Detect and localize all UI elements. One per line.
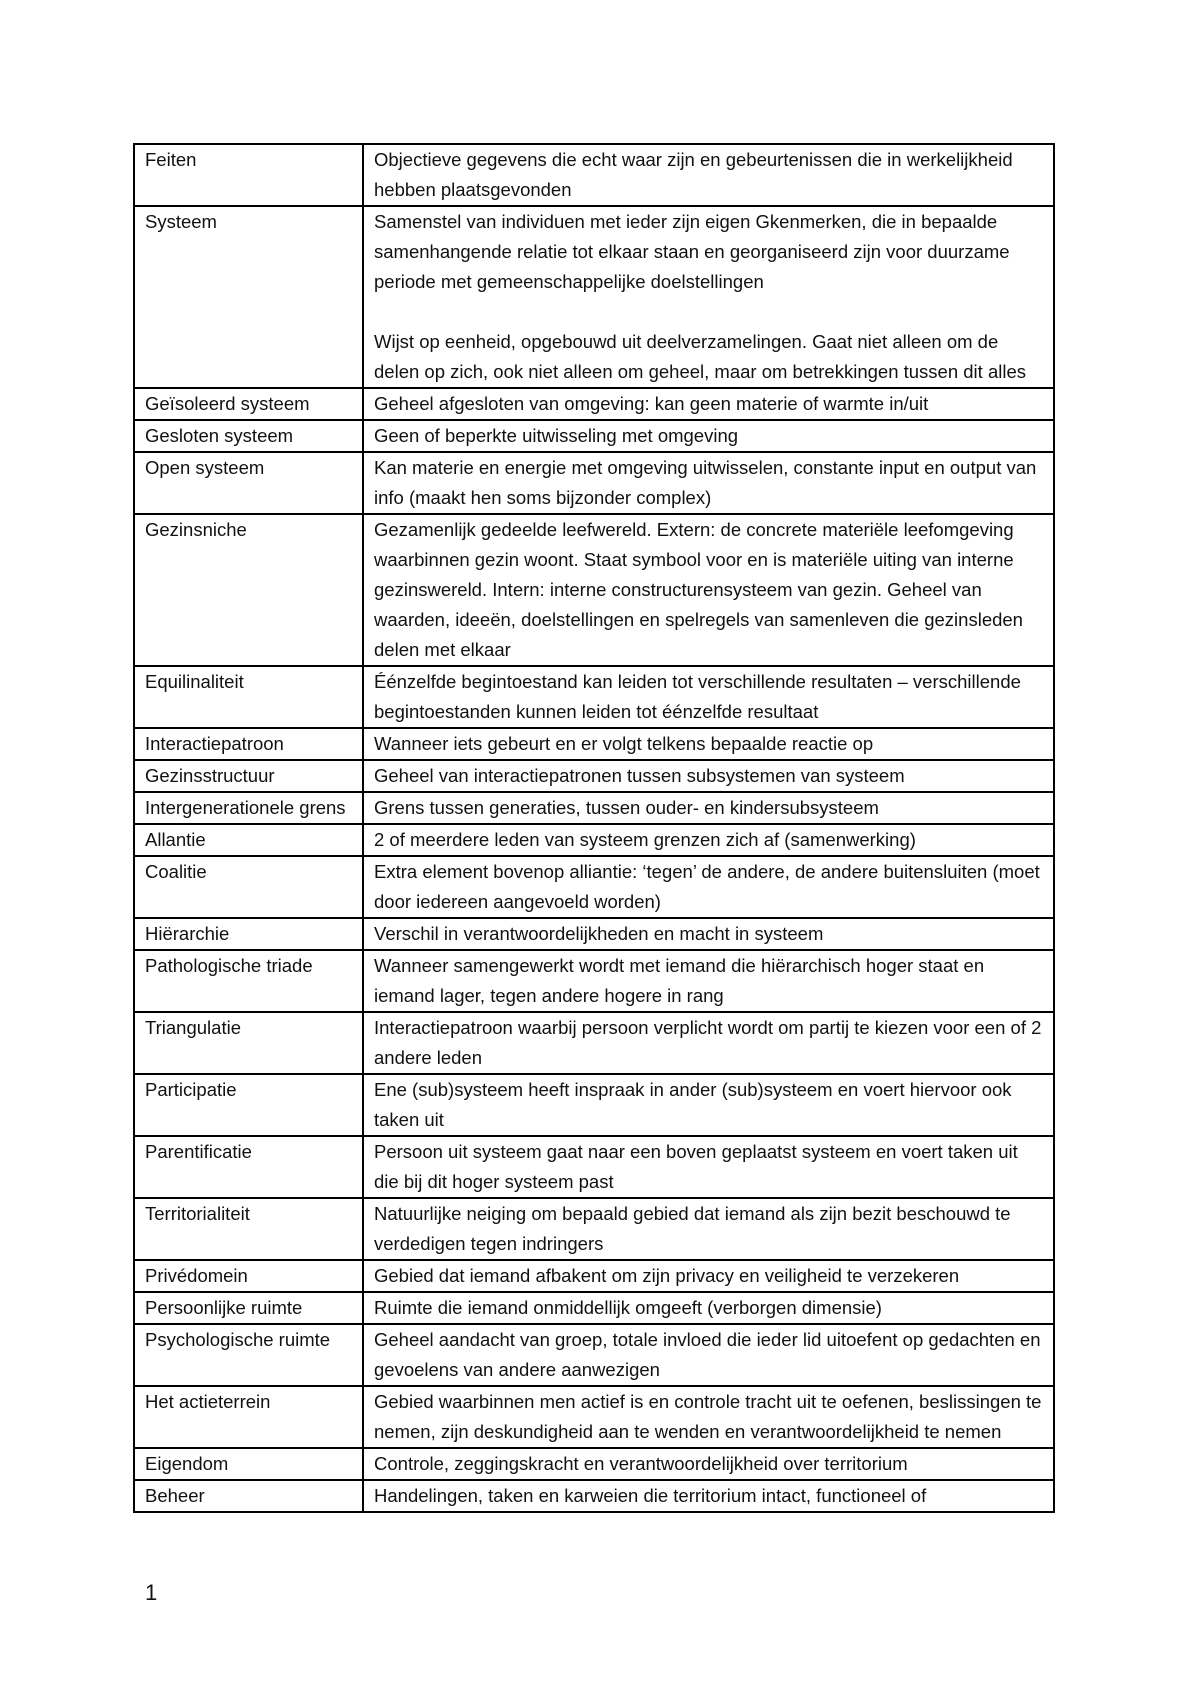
table-row [134, 1074, 1054, 1136]
table-row [134, 760, 1054, 792]
term-cell: Eigendom [134, 1448, 363, 1480]
definition-cell: Natuurlijke neiging om bepaald gebied dat iemand als zijn bezit beschouwd te verdedigen tegen indringers [363, 1198, 1054, 1260]
term-cell: Participatie [134, 1074, 363, 1136]
definition-cell: Wanneer iets gebeurt en er volgt telkens bepaalde reactie op [363, 728, 1054, 760]
term-cell: Hiërarchie [134, 918, 363, 950]
definition-cell: 2 of meerdere leden van systeem grenzen zich af (samenwerking) [363, 824, 1054, 856]
table-row [134, 666, 1054, 728]
table-row [134, 792, 1054, 824]
definition-cell: Ene (sub)systeem heeft inspraak in ander (sub)systeem en voert hiervoor ook taken uit [363, 1074, 1054, 1136]
definition-cell: Handelingen, taken en karweien die territorium intact, functioneel of [363, 1480, 1054, 1512]
term-cell: Feiten [134, 144, 363, 206]
table-row [134, 1012, 1054, 1074]
table-row [134, 1324, 1054, 1386]
definition-cell: Wanneer samengewerkt wordt met iemand die hiërarchisch hoger staat en iemand lager, tegen andere hogere in rang [363, 950, 1054, 1012]
table-row [134, 856, 1054, 918]
term-cell: Interactiepatroon [134, 728, 363, 760]
term-cell: Gezinsniche [134, 514, 363, 666]
table-row [134, 950, 1054, 1012]
table-row [134, 1260, 1054, 1292]
table-row [134, 144, 1054, 206]
definition-cell: Gebied waarbinnen men actief is en controle tracht uit te oefenen, beslissingen te nemen, zijn deskundigheid aan te wenden en verantwoordelijkheid te nemen [363, 1386, 1054, 1448]
table-row [134, 728, 1054, 760]
term-cell: Open systeem [134, 452, 363, 514]
page-number: 1 [145, 1580, 158, 1605]
definition-cell: Gezamenlijk gedeelde leefwereld. Extern: de concrete materiële leefomgeving waarbinnen gezin woont. Staat symbool voor en is materiële uiting van interne gezinswereld. Intern: interne constructurensysteem van gezin. Geheel van waarden, ideeën, doelstellingen en spelregels van samenleven die gezinsleden delen met elkaar [363, 514, 1054, 666]
definition-cell: Geheel afgesloten van omgeving: kan geen materie of warmte in/uit [363, 388, 1054, 420]
table-row [134, 1136, 1054, 1198]
table-row [134, 1386, 1054, 1448]
table-row [134, 452, 1054, 514]
term-cell: Coalitie [134, 856, 363, 918]
table-row [134, 1480, 1054, 1512]
term-cell: Systeem [134, 206, 363, 388]
term-cell: Pathologische triade [134, 950, 363, 1012]
term-cell: Parentificatie [134, 1136, 363, 1198]
term-cell: Equilinaliteit [134, 666, 363, 728]
term-cell: Geïsoleerd systeem [134, 388, 363, 420]
definition-cell: Objectieve gegevens die echt waar zijn en gebeurtenissen die in werkelijkheid hebben plaatsgevonden [363, 144, 1054, 206]
definition-cell: Extra element bovenop alliantie: ‘tegen’ de andere, de andere buitensluiten (moet door iedereen aangevoeld worden) [363, 856, 1054, 918]
term-cell: Triangulatie [134, 1012, 363, 1074]
table-row [134, 514, 1054, 666]
definition-cell: Samenstel van individuen met ieder zijn eigen Gkenmerken, die in bepaalde samenhangende relatie tot elkaar staan en georganiseerd zijn voor duurzame periode met gemeenschappelijke doelstellingen Wijst op eenheid, opgebouwd uit deelverzamelingen. Gaat niet alleen om de delen op zich, ook niet alleen om geheel, maar om betrekkingen tussen dit alles [363, 206, 1054, 388]
term-cell: Intergenerationele grens [134, 792, 363, 824]
definition-cell: Controle, zeggingskracht en verantwoordelijkheid over territorium [363, 1448, 1054, 1480]
definition-cell: Persoon uit systeem gaat naar een boven geplaatst systeem en voert taken uit die bij dit hoger systeem past [363, 1136, 1054, 1198]
term-cell: Territorialiteit [134, 1198, 363, 1260]
term-cell: Persoonlijke ruimte [134, 1292, 363, 1324]
definition-cell: Geen of beperkte uitwisseling met omgeving [363, 420, 1054, 452]
table-row [134, 1292, 1054, 1324]
term-cell: Allantie [134, 824, 363, 856]
table-row [134, 1198, 1054, 1260]
table-row [134, 388, 1054, 420]
term-cell: Gesloten systeem [134, 420, 363, 452]
definition-cell: Kan materie en energie met omgeving uitwisselen, constante input en output van info (maakt hen soms bijzonder complex) [363, 452, 1054, 514]
definition-cell: Ruimte die iemand onmiddellijk omgeeft (verborgen dimensie) [363, 1292, 1054, 1324]
term-cell: Beheer [134, 1480, 363, 1512]
table-row [134, 420, 1054, 452]
table-row [134, 824, 1054, 856]
definition-cell: Verschil in verantwoordelijkheden en macht in systeem [363, 918, 1054, 950]
glossary-body [134, 144, 1054, 1512]
term-cell: Het actieterrein [134, 1386, 363, 1448]
term-cell: Privédomein [134, 1260, 363, 1292]
table-row [134, 918, 1054, 950]
glossary-table [133, 143, 1055, 1513]
table-row [134, 206, 1054, 388]
definition-cell: Geheel aandacht van groep, totale invloed die ieder lid uitoefent op gedachten en gevoelens van andere aanwezigen [363, 1324, 1054, 1386]
definition-cell: Éénzelfde begintoestand kan leiden tot verschillende resultaten – verschillende begintoestanden kunnen leiden tot éénzelfde resultaat [363, 666, 1054, 728]
term-cell: Psychologische ruimte [134, 1324, 363, 1386]
definition-cell: Interactiepatroon waarbij persoon verplicht wordt om partij te kiezen voor een of 2 andere leden [363, 1012, 1054, 1074]
table-row [134, 1448, 1054, 1480]
definition-cell: Grens tussen generaties, tussen ouder- en kindersubsysteem [363, 792, 1054, 824]
definition-cell: Geheel van interactiepatronen tussen subsystemen van systeem [363, 760, 1054, 792]
term-cell: Gezinsstructuur [134, 760, 363, 792]
definition-cell: Gebied dat iemand afbakent om zijn privacy en veiligheid te verzekeren [363, 1260, 1054, 1292]
